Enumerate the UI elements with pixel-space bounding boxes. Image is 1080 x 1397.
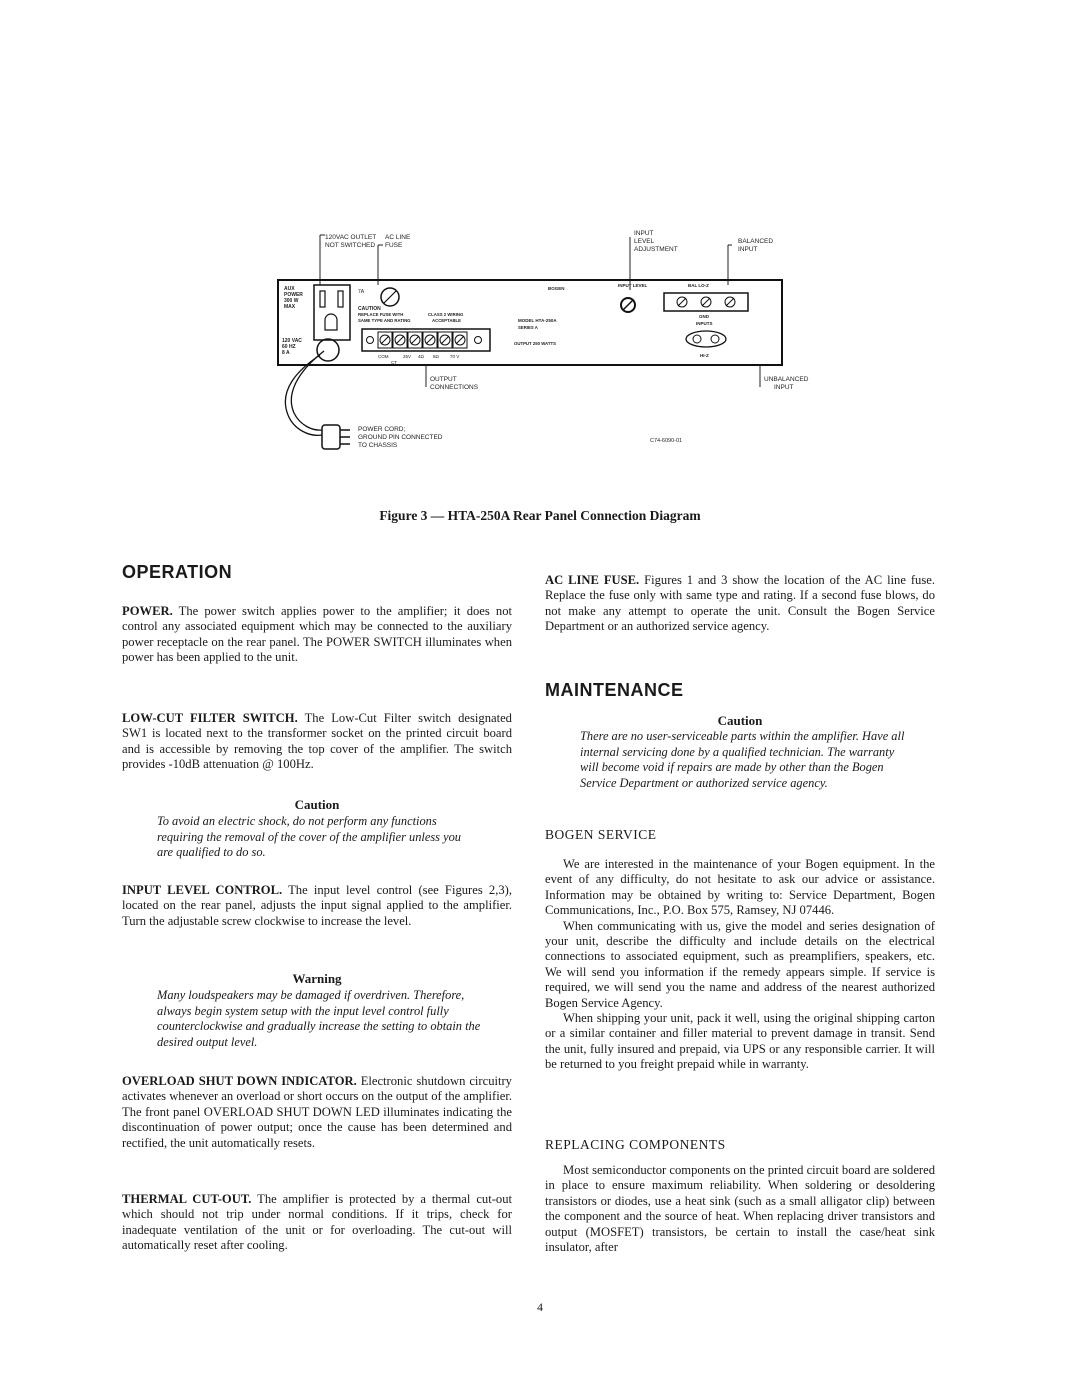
label-max: MAX: [284, 304, 296, 310]
thermal-paragraph: [122, 1192, 512, 1254]
warning-note: Many loudspeakers may be damaged if overdriven. Therefore, always begin system setup with the input level control fully counterclockwise and gradually increase the setting to obtain the desired output level.: [157, 988, 481, 1049]
label-input: INPUT: [634, 230, 654, 237]
operation-heading: OPERATION: [122, 562, 233, 582]
label-caution: CAUTION: [358, 306, 381, 312]
label-power-cord: POWER CORD;: [358, 426, 406, 433]
label-replace-fuse: REPLACE FUSE WITH: [358, 312, 404, 317]
bogen-service-heading: BOGEN SERVICE: [545, 827, 657, 842]
lowcut-text: The Low-Cut Filter switch designated SW1 is located next to the transformer socket on the printed circuit board and is accessible by removing the top cover of the amplifier. The switch provides -10dB attenuation @ 100Hz.: [122, 711, 512, 772]
lowcut-lead: LOW-CUT FILTER SWITCH.: [122, 711, 298, 725]
bogen-service-body: [545, 857, 935, 1073]
label-not-switched: NOT SWITCHED: [325, 242, 376, 249]
label-level: LEVEL: [634, 238, 655, 245]
caution-note-right: There are no user-serviceable parts within the amplifier. Have all internal servicing done by a qualified technician. The warranty will become void if repairs are made by other than the Bogen Service Department or authorized service agency.: [580, 729, 905, 790]
label-model: MODEL HTA-250A: [518, 318, 557, 323]
label-ac-line: AC LINE: [385, 234, 411, 241]
input-text: The input level control (see Figures 2,3), located on the rear panel, adjusts the input signal applied to the amplifier. Turn the adjustable screw clockwise to increase the level.: [122, 883, 512, 928]
input-lead: INPUT LEVEL CONTROL.: [122, 883, 283, 897]
power-cord-strain-relief: [317, 339, 339, 361]
label-acceptable: ACCEPTABLE: [432, 318, 462, 323]
warning-heading: Warning: [292, 971, 342, 986]
label-unbalanced-input: INPUT: [774, 384, 794, 391]
label-series: SERIES A: [518, 325, 538, 330]
thermal-text: The amplifier is protected by a thermal cut-out which should not trip under normal conditions. If it trips, check for inadequate ventilation of the unit or for overloading. The cut-out will automatically reset after cooling.: [122, 1192, 512, 1253]
input-level-paragraph: [122, 883, 512, 929]
caution-heading-left: Caution: [294, 797, 340, 812]
label-adjustment: ADJUSTMENT: [634, 246, 678, 253]
service-paragraph-2: When communicating with us, give the model and series designation of your unit, describe the difficulty and include details on the electrical connections to associated equipment, such as preamplifiers, speakers, etc. We will send you information if the remedy appears simple. If service is required, we will send you the name and address of the nearest authorized Bogen Service Agency.: [545, 918, 935, 1010]
label-gnd: GND: [699, 314, 709, 319]
label-to-chassis: TO CHASSIS: [358, 442, 398, 449]
replacing-paragraph: Most semiconductor components on the printed circuit board are soldered in place to ensure maximum reliability. When soldering or desoldering transistors or diodes, use a heat sink (such as a small alligator clip) between the component and the source of heat. When replacing driver transistors and output (MOSFET) transistors, be certain to install the case/heat sink insulator, after: [545, 1163, 935, 1255]
power-paragraph: [122, 604, 512, 666]
label-aux: AUX: [284, 286, 295, 292]
page-number: 4: [537, 1300, 543, 1314]
label-inputs: INPUTS: [696, 321, 713, 326]
overload-text: Electronic shutdown circuitry activates whenever an overload or short occurs on the output of the amplifier. The front panel OVERLOAD SHUT DOWN LED illuminates indicating the discontinuation of power output; once the cause has been determined and rectified, the unit automatically resets.: [122, 1074, 512, 1150]
label-output-watts: OUTPUT 250 WATTS: [514, 341, 556, 346]
unbalanced-input-jacks: [686, 331, 726, 347]
label-same-type: SAME TYPE AND RATING: [358, 318, 411, 323]
label-terminal-70v: 70 V: [450, 354, 460, 359]
label-terminal-8ohm: 8Ω: [433, 354, 439, 359]
label-hi-z: HI-Z: [700, 353, 709, 358]
rear-panel-diagram: [250, 225, 810, 465]
caution-note-left: To avoid an electric shock, do not perform any functions requiring the removal of the cover of the amplifier unless you are qualified to do so.: [157, 814, 461, 860]
label-ground-pin: GROUND PIN CONNECTED: [358, 434, 443, 441]
thermal-lead: THERMAL CUT-OUT.: [122, 1192, 252, 1206]
maintenance-heading: MAINTENANCE: [545, 680, 684, 700]
overload-lead: OVERLOAD SHUT DOWN INDICATOR.: [122, 1074, 357, 1088]
label-terminal-25v: 25V: [403, 354, 412, 359]
label-balanced-input: INPUT: [738, 246, 758, 253]
lowcut-paragraph: [122, 711, 512, 773]
label-power: POWER: [284, 292, 303, 298]
replacing-components-body: [545, 1163, 935, 1255]
label-120vac: 120 VAC: [282, 338, 302, 344]
overload-paragraph: [122, 1074, 512, 1151]
figure-caption: Figure 3 — HTA-250A Rear Panel Connection Diagram: [379, 508, 701, 523]
label-terminal-ct: CT: [391, 360, 397, 365]
aux-outlet: [314, 285, 350, 340]
ac-fuse-paragraph: [545, 573, 935, 635]
label-300w: 300 W: [284, 298, 299, 304]
label-bogen: BOGEN: [548, 286, 565, 291]
replacing-components-heading: REPLACING COMPONENTS: [545, 1137, 726, 1152]
label-input-level: INPUT LEVEL: [618, 283, 648, 288]
label-terminal-com: COM: [378, 354, 389, 359]
label-balanced: BALANCED: [738, 238, 774, 245]
label-amps: 8 A: [282, 350, 290, 356]
label-fuse: FUSE: [385, 242, 403, 249]
label-connections: CONNECTIONS: [430, 384, 479, 391]
service-paragraph-3: When shipping your unit, pack it well, using the original shipping carton or a similar container and filler material to prevent damage in transit. Send the unit, fully insured and prepaid, via UPS or any responsible carrier. It will be returned to you freight prepaid while in warranty.: [545, 1011, 935, 1072]
power-plug: [322, 425, 340, 449]
label-output: OUTPUT: [430, 376, 457, 383]
label-terminal-4ohm: 4Ω: [418, 354, 424, 359]
caution-heading-right: Caution: [717, 713, 763, 728]
service-paragraph-1: We are interested in the maintenance of your Bogen equipment. In the event of any difficulty, do not hesitate to ask our advice or assistance. Information may be obtained by writing to: Service Department, Bogen Communications, Inc., P.O. Box 575, Ramsey, NJ 07446.: [545, 857, 935, 918]
acfuse-text: Figures 1 and 3 show the location of the AC line fuse. Replace the fuse only with same type and rating. If a second fuse blows, do not make any attempt to operate the unit. Consult the Bogen Service Department or an authorized service agency.: [545, 573, 935, 634]
label-bal-lo-z: BAL LO-Z: [688, 283, 709, 288]
label-fuse-rating: 7A: [358, 289, 365, 295]
label-outlet: 120VAC OUTLET: [325, 234, 377, 241]
label-class2: CLASS 2 WIRING: [428, 312, 464, 317]
power-text: The power switch applies power to the amplifier; it does not control any associated equipment which may be connected to the auxiliary power receptacle on the rear panel. The POWER SWITCH illuminates when power has been applied to the unit.: [122, 604, 512, 665]
power-cord: [285, 355, 322, 435]
label-unbalanced: UNBALANCED: [764, 376, 809, 383]
acfuse-lead: AC LINE FUSE.: [545, 573, 640, 587]
label-60hz: 60 HZ: [282, 344, 296, 350]
label-part-number: C74-6090-01: [650, 438, 683, 444]
power-lead: POWER.: [122, 604, 173, 618]
